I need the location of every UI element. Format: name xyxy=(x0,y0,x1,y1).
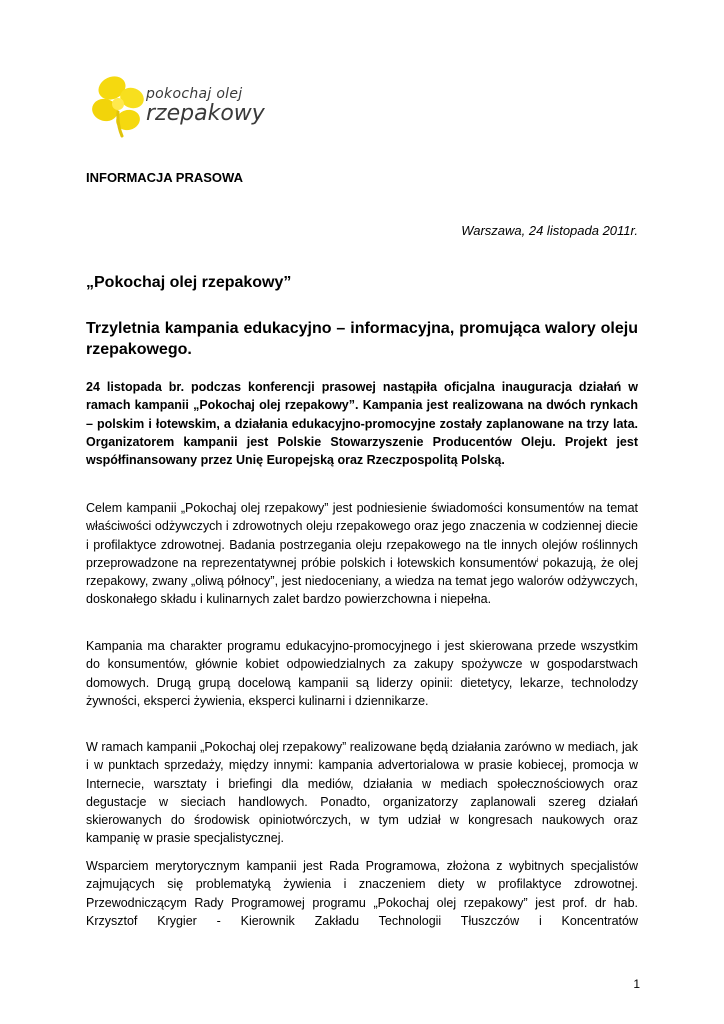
flower-icon xyxy=(88,72,152,142)
page-number: 1 xyxy=(633,977,640,991)
dateline: Warszawa, 24 listopada 2011r. xyxy=(461,223,638,238)
paragraph-1-text-a: Celem kampanii „Pokochaj olej rzepakowy” jest podniesienie świadomości konsumentów na temat właściwości odżywczych i zdrowotnych oleju rzepakowego oraz jego znaczenia w codziennej diecie i profilaktyce zdrowotnej. Badania postrzegania oleju rzepakowego na tle innych olejów roślinnych przeprowadzone na reprezentatywnej próbie polskich i łotewskich konsumentów xyxy=(86,501,638,570)
paragraph-1 xyxy=(86,499,638,609)
brand-logo xyxy=(88,72,265,142)
logo-line-2: rzepakowy xyxy=(146,101,265,126)
logo-line-1: pokochaj olej xyxy=(146,86,243,102)
paragraph-3: W ramach kampanii „Pokochaj olej rzepakowy” realizowane będą działania zarówno w mediach, jak i w punktach sprzedaży, między innymi: kampania advertorialowa w prasie kobiecej, promocja w Internecie, warsztaty i briefingi dla mediów, działania w mediach społecznościowych oraz degustacje w sieciach handlowych. Ponadto, organizatorzy zaplanowali szereg działań skierowanych do środowisk opiniotwórczych, w tym udział w kongresach naukowych oraz kampanię w prasie specjalistycznej. xyxy=(86,740,638,846)
lead-paragraph: 24 listopada br. podczas konferencji prasowej nastąpiła oficjalna inauguracja działań w ramach kampanii „Pokochaj olej rzepakowy”. Kampania jest realizowana na dwóch rynkach – polskim i łotewskim, a działania edukacyjno-promocyjne zostały zaplanowane na trzy lata. Organizatorem kampanii jest Polskie Stowarzyszenie Producentów Oleju. Projekt jest współfinansowany przez Unię Europejską oraz Rzeczpospolitą Polską. xyxy=(86,380,638,468)
document-label: INFORMACJA PRASOWA xyxy=(86,170,243,185)
paragraph-4: Wsparciem merytorycznym kampanii jest Rada Programowa, złożona z wybitnych specjalistów zajmujących się problematyką żywienia i znaczeniem diety w profilaktyce zdrowotnej. Przewodniczącym Rady Programowej programu „Pokochaj olej rzepakowy” jest prof. dr hab. Krzysztof Krygier - Kierownik Zakładu Technologii Tłuszczów i Koncentratów xyxy=(86,859,638,928)
subtitle: Trzyletnia kampania edukacyjno – informacyjna, promująca walory oleju rzepakowego. xyxy=(86,320,638,358)
footnote-marker: i xyxy=(536,556,539,564)
logo-wordmark xyxy=(146,86,265,126)
paragraph-1-text-b: pokazują, że olej rzepakowy, zwany „oliwą północy”, jest niedoceniany, a wiedza na temat jego walorów odżywczych, doskonałego składu i kulinarnych zalet bardzo powierzchowna i niepełna. xyxy=(86,555,639,607)
page-title: „Pokochaj olej rzepakowy” xyxy=(86,274,292,291)
paragraph-2: Kampania ma charakter programu edukacyjno-promocyjnego i jest skierowana przede wszystkim do konsumentów, głównie kobiet odpowiedzialnych za zakupy spożywcze w gospodarstwach domowych. Drugą grupą docelową kampanii są liderzy opinii: dietetycy, lekarze, technolodzy żywności, eksperci żywienia, eksperci kulinarni i dziennikarze. xyxy=(86,639,638,708)
